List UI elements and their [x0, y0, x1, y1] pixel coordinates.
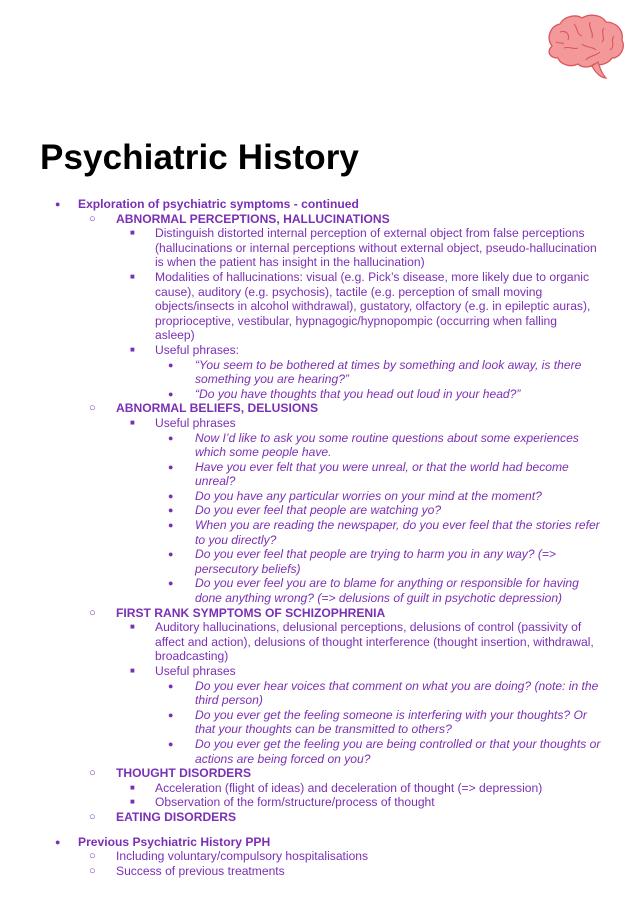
bullet-icon: ■	[130, 228, 135, 238]
list-item	[0, 401, 638, 416]
bullet-icon: ■	[130, 666, 135, 675]
list-item-text: THOUGHT DISORDERS	[116, 766, 252, 781]
list-item	[0, 197, 638, 212]
bullet-icon: ○	[89, 864, 96, 877]
list-item-text: Do you ever feel that people are watching yo?	[195, 503, 442, 518]
list-item	[0, 358, 638, 387]
list-item	[0, 518, 638, 547]
bullet-icon: ○	[89, 212, 96, 225]
list-item	[0, 679, 638, 708]
list-item	[0, 708, 638, 737]
bullet-icon: ■	[130, 271, 135, 281]
list-item-text: Observation of the form/structure/process of thought	[155, 795, 435, 810]
list-item	[0, 212, 638, 227]
list-item	[0, 620, 638, 664]
list-item-text: Do you ever feel you are to blame for anything or responsible for having done anything wrong? (=> delusions of guilt in psychotic depression)	[195, 576, 579, 606]
list-item-text: Modalities of hallucinations: visual (e.g. Pick’s disease, more likely due to organic cause), auditory (e.g. psychosis), tactile (e.g. perception of small moving objects/insects in alcohol withdrawal), gustatory, olfactory (e.g. in epileptic auras), proprioceptive, vestibular, hypnagogic/hypnopompic (occurring when falling asleep)	[155, 269, 591, 343]
bullet-icon: ●	[168, 432, 174, 443]
list-item	[0, 503, 638, 518]
bullet-icon: ●	[168, 359, 174, 370]
list-item	[0, 416, 638, 431]
bullet-icon: ○	[89, 606, 96, 619]
list-item	[0, 270, 638, 343]
bullet-icon: ●	[168, 680, 174, 691]
list-item-text: FIRST RANK SYMPTOMS OF SCHIZOPHRENIA	[116, 605, 386, 620]
bullet-icon: ●	[168, 505, 174, 516]
list-item	[0, 489, 638, 504]
list-item-text: Success of previous treatments	[116, 863, 285, 878]
bullet-icon: ■	[130, 782, 135, 792]
list-item	[0, 387, 638, 402]
list-item	[0, 781, 638, 796]
list-item-text: Do you ever get the feeling you are being controlled or that your thoughts or actions are being forced on you?	[195, 736, 601, 766]
list-item-text: Acceleration (flight of ideas) and deceleration of thought (=> depression)	[155, 780, 543, 795]
list-item	[0, 460, 638, 489]
outline-list	[0, 197, 638, 878]
list-item-text: Do you ever feel that people are trying to harm you in any way? (=> persecutory beliefs)	[195, 547, 556, 576]
page-title: Psychiatric History	[40, 138, 359, 177]
bullet-icon: ○	[89, 850, 96, 863]
list-item-text: EATING DISORDERS	[116, 809, 237, 824]
list-item-text: Useful phrases:	[155, 342, 240, 357]
bullet-icon: ○	[89, 767, 96, 780]
bullet-icon: ●	[168, 709, 174, 720]
list-item-text: Including voluntary/compulsory hospitalisations	[116, 849, 369, 864]
brain-icon	[542, 12, 626, 80]
list-item-text: Useful phrases	[155, 664, 236, 678]
bullet-icon: ○	[89, 402, 96, 415]
list-item	[0, 864, 638, 879]
list-item	[0, 431, 638, 460]
bullet-icon: ■	[130, 622, 135, 632]
list-item-text: Do you have any particular worries on your mind at the moment?	[195, 488, 542, 503]
list-item-text: Exploration of psychiatric symptoms - continued	[78, 197, 359, 211]
list-item	[0, 810, 638, 825]
list-item-text: Previous Psychiatric History PPH	[78, 834, 271, 849]
list-item-text: Auditory hallucinations, delusional perceptions, delusions of control (passivity of affect and action), delusions of thought interference (thought insertion, withdrawal, broadcasting)	[155, 620, 594, 664]
list-item-text: ABNORMAL PERCEPTIONS, HALLUCINATIONS	[116, 211, 390, 226]
bullet-icon: ●	[55, 199, 61, 209]
list-item-text: Do you ever get the feeling someone is interfering with your thoughts? Or that your thoughts can be transmitted to others?	[195, 707, 587, 737]
list-item-text: “You seem to be bothered at times by something and look away, is there something you are hearing?”	[195, 357, 582, 387]
list-item-text: Useful phrases	[155, 415, 236, 430]
bullet-icon: ■	[130, 344, 135, 354]
list-item	[0, 737, 638, 766]
bullet-icon: ●	[168, 738, 174, 749]
list-item-text: When you are reading the newspaper, do you ever feel that the stories refer to you directly?	[195, 518, 600, 547]
list-item	[0, 766, 638, 781]
list-item	[0, 343, 638, 358]
list-item-text: Have you ever felt that you were unreal, or that the world had become unreal?	[195, 459, 569, 489]
list-item-text: Distinguish distorted internal perception of external object from false perceptions (hallucinations or internal perceptions without external object, pseudo-hallucination is when the patient has insight in the hallucination)	[155, 226, 597, 270]
list-item	[0, 547, 638, 576]
bullet-icon: ●	[168, 388, 174, 399]
bullet-icon: ■	[130, 417, 135, 427]
bullet-icon: ●	[168, 549, 174, 560]
list-item	[0, 795, 638, 810]
bullet-icon: ●	[168, 520, 174, 531]
list-item	[0, 226, 638, 270]
bullet-icon: ■	[130, 797, 135, 807]
bullet-icon: ●	[168, 461, 174, 472]
bullet-icon: ●	[55, 836, 61, 847]
list-item-text: “Do you have thoughts that you head out loud in your head?”	[195, 386, 521, 401]
list-item	[0, 664, 638, 679]
bullet-icon: ○	[89, 810, 96, 823]
bullet-icon: ●	[168, 490, 174, 501]
list-item	[0, 849, 638, 864]
list-item	[0, 835, 638, 850]
bullet-icon: ●	[168, 578, 174, 589]
list-item	[0, 606, 638, 621]
list-item-text: Now I’d like to ask you some routine questions about some experiences which some people have.	[195, 430, 579, 460]
list-item-text: Do you ever hear voices that comment on what you are doing? (note: in the third person)	[195, 678, 599, 708]
list-item	[0, 576, 638, 605]
list-item-text: ABNORMAL BELIEFS, DELUSIONS	[116, 401, 319, 416]
